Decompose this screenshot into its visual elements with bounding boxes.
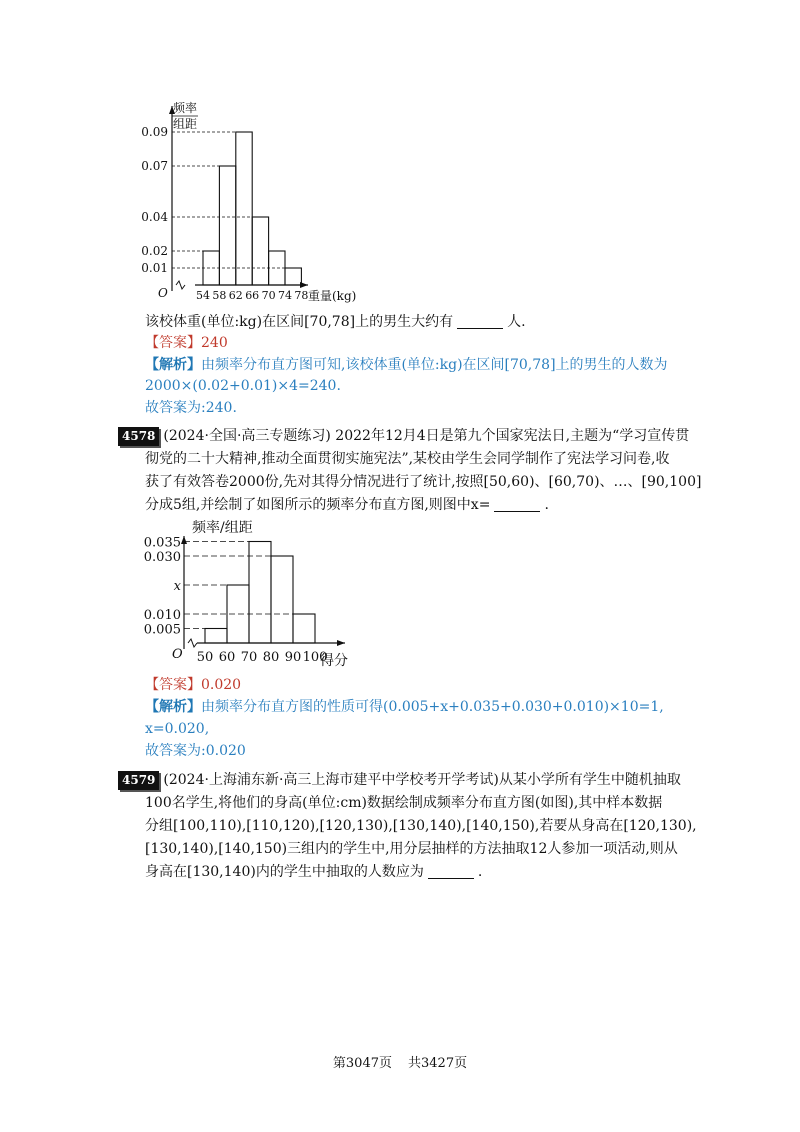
q1-explain-2: 2000×(0.02+0.01)×4=240. [145, 378, 341, 394]
q3-line-2: 100名学生,将他们的身高(单位:cm)数据绘制成频率分布直方图(如图),其中样本数据 [145, 795, 663, 811]
score-histogram [140, 518, 380, 673]
x-axis-label: 重量(kg) [308, 289, 357, 303]
y-tick-label: 0.04 [141, 210, 168, 224]
x-tick-label: 54 [196, 289, 210, 302]
q3-text-5-end: . [477, 864, 483, 880]
q3-line-3: 分组[100,110),[110,120),[120,130),[130,140),[140,150),若要从身高在[120,130), [145, 818, 697, 834]
histogram-bar [293, 614, 315, 643]
question-number-badge: 4579 [118, 771, 159, 790]
answer-blank [494, 497, 540, 512]
page-number: 第3047页 [332, 1056, 392, 1071]
explain-label: 【解析】 [145, 699, 201, 715]
q3-line-5 [145, 862, 482, 882]
origin-label: O [158, 286, 168, 300]
q3-line-1 [118, 770, 681, 790]
answer-blank [457, 314, 503, 329]
y-tick-label: 0.030 [143, 550, 181, 565]
x-tick-label: 74 [278, 289, 292, 302]
y-tick-label: 0.09 [141, 125, 168, 139]
answer-blank [428, 864, 474, 879]
histogram-bar [219, 166, 235, 285]
x-tick-label: 70 [261, 289, 276, 302]
q2-line-4 [145, 495, 549, 515]
question-number-badge: 4578 [118, 427, 159, 446]
histogram-bar [236, 132, 252, 285]
x-tick-label: 62 [228, 289, 243, 302]
axis-break [176, 281, 185, 289]
origin-label: O [172, 647, 183, 662]
page-footer [0, 1052, 800, 1071]
answer-value: 240 [201, 335, 228, 351]
x-tick-label: 58 [212, 289, 227, 302]
axis-break [188, 639, 197, 647]
x-tick-label: 70 [240, 650, 258, 665]
weight-histogram [140, 100, 380, 305]
x-tick-label: 60 [218, 650, 236, 665]
q2-line-1 [118, 426, 689, 446]
answer-label: 【答案】 [145, 335, 201, 351]
answer-label: 【答案】 [145, 677, 201, 693]
y-tick-label: 0.035 [143, 535, 181, 551]
x-tick-label: 50 [196, 650, 214, 665]
q3-line-4: [130,140),[140,150)三组内的学生中,用分层抽样的方法抽取12人参加一项活动,则从 [145, 841, 678, 857]
y-tick-label: 0.005 [143, 622, 181, 638]
y-label-top: 频率 [173, 101, 198, 115]
x-axis-label: 得分 [320, 653, 348, 669]
q2-text-4-end: . [544, 497, 549, 513]
q2-explain-1 [145, 697, 664, 717]
q2-explain-3: 故答案为:0.020 [145, 743, 246, 759]
y-tick-label: x [173, 579, 181, 594]
x-tick-label: 78 [294, 289, 309, 302]
q2-line-2: 彻党的二十大精神,推动全面贯彻实施宪法”,某校由学生会同学制作了宪法学习问卷,收 [145, 451, 670, 467]
q2-text-4: 分成5组,并绘制了如图所示的频率分布直方图,则图中x= [145, 497, 491, 513]
q1-answer [145, 333, 228, 353]
x-tick-label: 100 [302, 650, 328, 665]
y-tick-label: 0.01 [141, 261, 168, 275]
histogram-bar [249, 542, 271, 644]
y-tick-label: 0.02 [141, 244, 168, 258]
q1-stem-end: 人. [507, 314, 526, 330]
q1-stem [145, 312, 526, 332]
histogram-bar [271, 556, 293, 643]
explain-label: 【解析】 [145, 357, 201, 373]
y-tick-label: 0.010 [143, 608, 181, 623]
x-tick-label: 80 [262, 650, 280, 665]
explain-text: 由频率分布直方图可知,该校体重(单位:kg)在区间[70,78]上的男生的人数为 [201, 357, 668, 373]
q1-explain-1 [145, 355, 668, 375]
total-pages: 共3427页 [408, 1056, 468, 1071]
x-tick-label: 66 [245, 289, 260, 302]
q2-explain-2: x=0.020, [145, 721, 210, 737]
y-label-bottom: 组距 [173, 117, 198, 131]
y-axis-arrow [181, 536, 187, 544]
q1-stem-text: 该校体重(单位:kg)在区间[70,78]上的男生大约有 [145, 314, 454, 330]
y-axis-label: 频率/组距 [192, 520, 253, 536]
histogram-bar [252, 217, 268, 285]
x-tick-label: 90 [284, 650, 302, 665]
x-axis-arrow [337, 640, 345, 646]
q1-explain-3: 故答案为:240. [145, 400, 237, 416]
answer-value: 0.020 [201, 677, 242, 693]
q2-text-1: (2024·全国·高三专题练习) 2022年12月4日是第九个国家宪法日,主题为“学习宣传贯 [163, 428, 690, 444]
histogram-bar [285, 268, 301, 285]
explain-text: 由频率分布直方图的性质可得(0.005+x+0.035+0.030+0.010)×10=1, [201, 699, 664, 715]
y-tick-label: 0.07 [141, 159, 168, 173]
histogram-bar [205, 629, 227, 644]
q3-text-5: 身高在[130,140)内的学生中抽取的人数应为 [145, 864, 424, 880]
q2-line-3: 获了有效答卷2000份,先对其得分情况进行了统计,按照[50,60)、[60,70)、…、[90,100] [145, 474, 702, 490]
q3-text-1: (2024·上海浦东新·高三上海市建平中学校考开学考试)从某小学所有学生中随机抽取 [163, 772, 681, 788]
histogram-bar [203, 251, 219, 285]
q2-answer [145, 675, 241, 695]
